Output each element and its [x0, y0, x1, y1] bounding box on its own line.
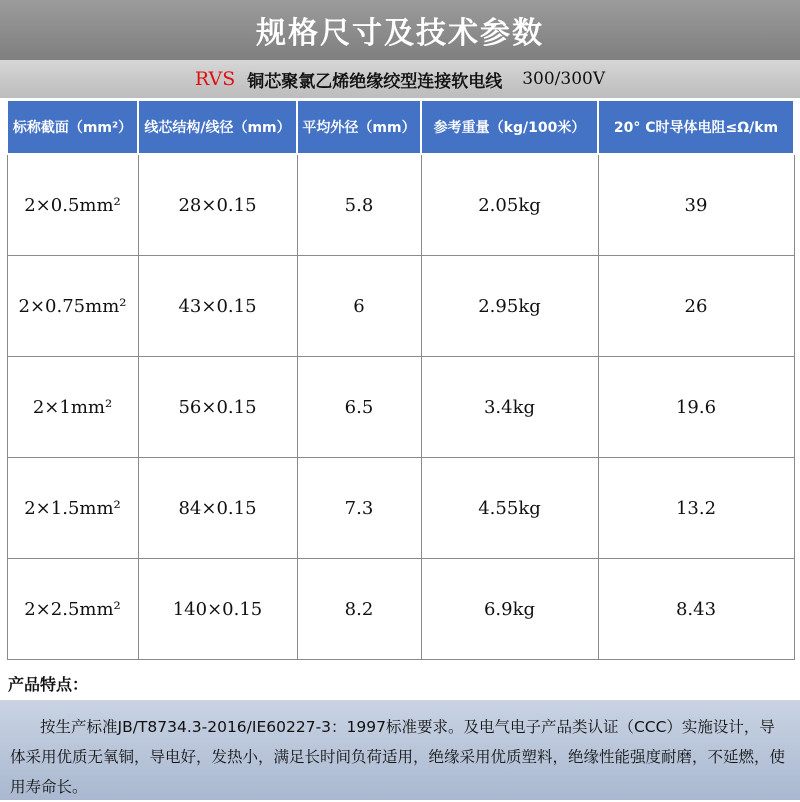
cell-outer-diameter: 6	[297, 256, 421, 357]
cell-weight: 3.4kg	[421, 357, 598, 458]
cell-outer-diameter: 8.2	[297, 559, 421, 660]
cell-resistance: 8.43	[598, 559, 794, 660]
table-row	[7, 559, 794, 660]
spec-table	[6, 99, 795, 660]
description-box	[0, 700, 800, 800]
header-weight: 参考重量（kg/100米）	[421, 100, 598, 154]
cell-core-structure: 28×0.15	[138, 154, 297, 256]
cell-resistance: 26	[598, 256, 794, 357]
table-row	[7, 256, 794, 357]
product-description: 按生产标准JB/T8734.3-2016/IE60227-3：1997标准要求。及电气电子产品类认证（CCC）实施设计，导体采用优质无氧铜，导电好，发热小，满足长时间负荷适用，绝缘采用优质塑料，绝缘性能强度耐磨，不延燃，使用寿命长。	[10, 718, 786, 796]
table-row	[7, 458, 794, 559]
cell-weight: 6.9kg	[421, 559, 598, 660]
header-cross-section: 标称截面（mm²）	[7, 100, 138, 154]
page-title: 规格尺寸及技术参数	[256, 16, 544, 51]
cell-weight: 2.95kg	[421, 256, 598, 357]
product-name: 铜芯聚氯乙烯绝缘绞型连接软电线	[247, 71, 503, 92]
voltage-rating: 300/300V	[522, 69, 606, 89]
header-resistance: 20° C时导体电阻≤Ω/km	[598, 100, 794, 154]
cell-cross-section: 2×1mm²	[7, 357, 138, 458]
cell-weight: 2.05kg	[421, 154, 598, 256]
model-code: RVS	[194, 68, 236, 90]
cell-resistance: 13.2	[598, 458, 794, 559]
title-bar	[0, 0, 800, 60]
cell-core-structure: 140×0.15	[138, 559, 297, 660]
cell-core-structure: 43×0.15	[138, 256, 297, 357]
table-row	[7, 357, 794, 458]
cell-resistance: 39	[598, 154, 794, 256]
header-outer-diameter: 平均外径（mm）	[297, 100, 421, 154]
cell-core-structure: 84×0.15	[138, 458, 297, 559]
table-row	[7, 154, 794, 256]
cell-cross-section: 2×0.5mm²	[7, 154, 138, 256]
subtitle-bar	[0, 60, 800, 98]
cell-resistance: 19.6	[598, 357, 794, 458]
cell-cross-section: 2×0.75mm²	[7, 256, 138, 357]
table-header-row	[7, 100, 794, 154]
features-heading: 产品特点：	[8, 675, 89, 694]
header-core-structure: 线芯结构/线径（mm）	[138, 100, 297, 154]
cell-outer-diameter: 7.3	[297, 458, 421, 559]
cell-outer-diameter: 5.8	[297, 154, 421, 256]
cell-core-structure: 56×0.15	[138, 357, 297, 458]
cell-cross-section: 2×2.5mm²	[7, 559, 138, 660]
cell-weight: 4.55kg	[421, 458, 598, 559]
cell-cross-section: 2×1.5mm²	[7, 458, 138, 559]
cell-outer-diameter: 6.5	[297, 357, 421, 458]
